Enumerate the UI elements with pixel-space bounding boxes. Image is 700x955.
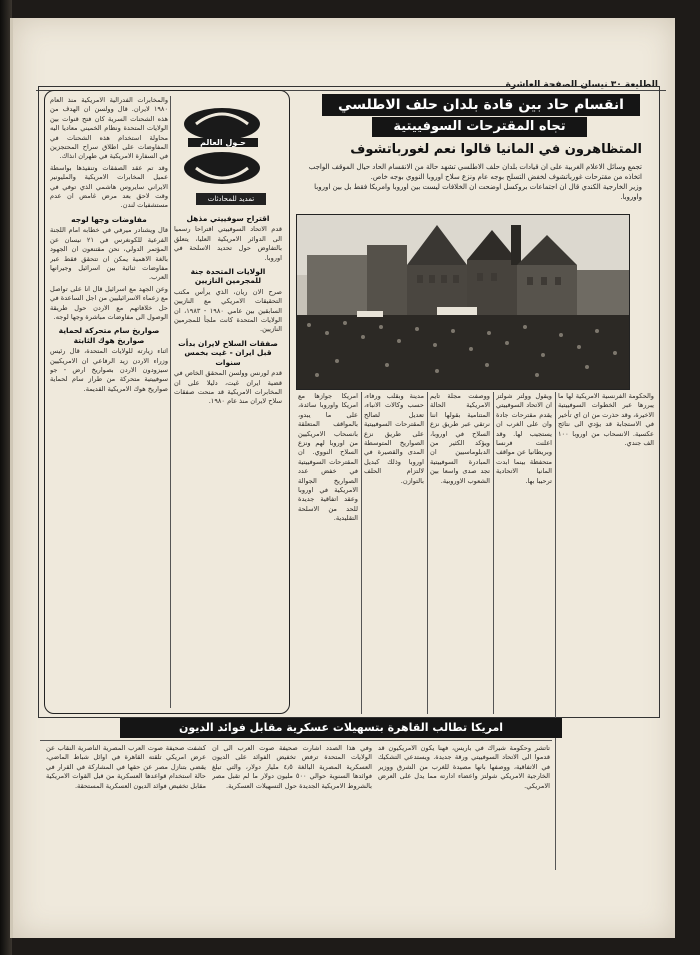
crowd-photo <box>296 214 630 390</box>
article-column-4: ويقول وولتر شولتز ان الاتحاد السوفييتي يقدم مقترحات جادة وان على الغرب ان يستجيب لها. وقد اعلنت فرنسا وبريطانيا عن مواقف متحفظة بينما ابدت المانيا الاتحادية ترحيبا بها. <box>496 392 552 485</box>
sidebar-subhead-4: مفاوضات وجها لوجه <box>71 214 147 224</box>
article-column-2: مدينة وبقلب ورفاء، حسب وكالات الانباء، تعديل لصالح المقترحات السوفييتية على طريق نزع الصواريخ المتوسطة المدى والقصيرة في اوروبا وذلك كبديل لالتزام الحلف بالتوازن. <box>364 392 424 485</box>
extension-tag: تمديد للمحادثات <box>196 193 266 205</box>
article-lede <box>300 162 642 202</box>
bottom-column-1: كشفت صحيفة صوت العرب المصرية الناصرية النقاب عن عرض امريكي تلقته القاهرة في اوائل شباط الماضي، يقضي بتنازل مصر عن حقها في المشاركة في القرار في حالة استخدام قواعدها العسكرية من قبل القوات الامريكية مقابل تخفيض فوائد الديون العسكرية المستحقة. <box>46 744 206 790</box>
bottom-column-2: وفي هذا الصدد اشارت صحيفة صوت العرب الى ان الولايات المتحدة ترفض تخفيض الفوائد على الديون العسكرية المصرية البالغة ٤٫٥ مليار دولار، والتي تبلغ فوائدها السنوية حوالي ٥٠٠ مليون دولار ما لم تقبل مصر بالشروط الامريكية الجديدة حول التسهيلات العسكرية. <box>212 744 372 790</box>
edition-line: الطليعة ٣٠ نيسان الصفحة العاشرة <box>505 80 658 90</box>
bottom-column-3: تاتشر وحكومة شيراك في باريس، فهنا يكون الامريكيون قد قدموا الى الاتحاد السوفييتي ورقة جديدة. ويستدعي التشكيك في الاتفاقية، ووصفها بانها مصيدة للغرب من الشرق ووزير الخارجية الامريكي شولتز واعضاء ادارته مما يدل على العرض الامريكي. <box>378 744 550 790</box>
sidebar-subhead-2: الولايات المتحدة جنة للمجرمين النازيين <box>190 267 266 286</box>
column-divider-4 <box>555 392 556 870</box>
sidebar-subhead-5: صواريخ سام متحركة لحماية صواريخ هوك الثابتة <box>58 326 160 345</box>
sidebar-para-b3: قدم لورنس وولسن المحقق الخاص في قضية ايران غيت، دليلا على ان المخابرات الامريكية قد منحت صفقات سلاح لايران منذ عام ١٩٨٠. <box>174 369 282 406</box>
article-column-3: ووصفت مجلة تايم الامريكية الحالة المتنامية بقولها اننا نرتقي عبر طريق نزع السلاح في اوروبا، ويؤكد الكثير من الدبلوماسيين ان المبادرة السوفييتية تجد صدى واسعا بين الشعوب الاوروبية. <box>430 392 490 485</box>
sidebar-para-b2: صرح الان ريان، الذي يرأس مكتب التحقيقات الامريكي مع النازيين السابقين بين عامي ١٩٨٠ - ١٩٨٣، ان الولايات المتحدة كانت ملجأ للمجرمين النازيين. <box>174 287 282 334</box>
sidebar-para-a1: والمخابرات الفدرالية الامريكية منذ العام ١٩٨٠ لايران. قال وولسن ان الهدف من هذه الشحنات السرية كان فتح قنوات بين الولايات المتحدة ونظام الخميني معاديا اليه محاولة استخدام هذه الشحنات في المفاوضات على اطلاق سراح المحتجزين في السفارة الامريكية في طهران انذاك. <box>50 96 168 161</box>
column-divider-2 <box>427 392 428 714</box>
sidebar-para-a3: قال ويشنادر ميرفي في خطابه امام اللجنة الفرعية للكونغرس في ٢١ نيسان عن المؤتمر الدولي، نحن مقتنعون ان الجهود بالغة الاهمية يمكن ان تتحقق فقط عبر مفاوضات ثنائية بين اسرائيل وجيرانها العرب. <box>50 226 168 282</box>
sidebar-para-a2: وقد تم عقد الصفقات وتنفيذها بواسطة عميل المخابرات الامريكية والمليونير الايراني سايروس هاشمي الذي توفي في وقت لاحق بعد مرض غامض ان عدم مستشفيات لندن. <box>50 163 168 210</box>
bottom-section-rule <box>40 740 552 741</box>
column-divider-3 <box>493 392 494 714</box>
sidebar-column-b <box>174 210 282 708</box>
sidebar-subhead-3: صفقات السلاح لايران بدأت قبل ايران - غيت بخمس سنوات <box>178 338 278 367</box>
lede-text-1: تجمع وسائل الاعلام الغربية على ان قيادات بلدان حلف الاطلسي تشهد حالة من الانقسام الحاد حيال الموقف الواجب اتخاذه من مقترحات غورباتشوف لخفض التسلح بوجه عام ونزع سلاح اوروبا النووي بوجه خاص. <box>308 163 642 181</box>
bottom-headline: امريكا تطالب القاهرة بتسهيلات عسكرية مقابل فوائد الديون <box>120 718 562 738</box>
main-headline: انقسام حاد بين قادة بلدان حلف الاطلسي <box>322 94 640 116</box>
sidebar-para-b1: قدم الاتحاد السوفييتي اقتراحا رسميا الى الدوائر الامريكية العليا، يتعلق بالتفاوض حول تحديد الاسلحة في اوروبا. <box>174 225 282 262</box>
logo-text: حـول العالم <box>188 138 258 147</box>
article-column-1: امريكا جوازها مع امريكا واوروبا سائدة، على ما يبدو، بالمواقف المتعلقة بانسحاب الامريكيين من اوروبا لهم ونزع السلاح النووي. ان المقترحات السوفييتية في خفض عدد الصواريخ الجوالة الامريكية في اوروبا وعقد اتفاقية جديدة للحد من الاسلحة التقليدية. <box>298 392 358 523</box>
third-headline: المتظاهرون في المانيا قالوا نعم لغورباتشوف <box>350 142 642 157</box>
sidebar-para-a4: وعن الجهد مع اسرائيل قال انا على تواصل مع زعماء الاسرائيليين من اجل الساعدة في حل خلافاتهم مع الاردن حول طريقة الوصول الى مفاوضات مباشرة وجها لوجه. <box>50 284 168 321</box>
article-column-5: والحكومة الفرنسية الامريكية لها ما يبررها عبر الخطوات السوفييتية الاخيرة، وقد حذرت من ان اي تأخير في الاستجابة قد يؤدي الى نتائج عكسية. الانسحاب من اوروبا ١٠٠ الف جندي. <box>558 392 654 448</box>
crowd-demonstration-photo-icon <box>297 215 629 389</box>
sub-headline: تجاه المقترحات السوفييتية <box>372 117 587 137</box>
sidebar-para-a5: اثناء زيارته للولايات المتحدة، قال رئيس وزراء الاردن زيد الرفاعي ان الامريكيين سيزودون الاردن بصواريخ ارض - جو سوفييتية متحركة من طراز سام لحماية صواريخ هوك الامريكية القديمة. <box>50 347 168 393</box>
sidebar-subhead-1: اقتراح سوفييتي مذهل <box>186 214 270 223</box>
column-divider-1 <box>361 392 362 714</box>
lede-text-2: وزير الخارجية الكندي قال ان اجتماعات بروكسل اوضحت ان الخلافات ليست بين اوروبا وامريكا فقط بل بين اوروبا واوروبا. <box>314 183 642 201</box>
sidebar-column-a <box>50 96 168 708</box>
sidebar-column-divider <box>170 96 171 708</box>
